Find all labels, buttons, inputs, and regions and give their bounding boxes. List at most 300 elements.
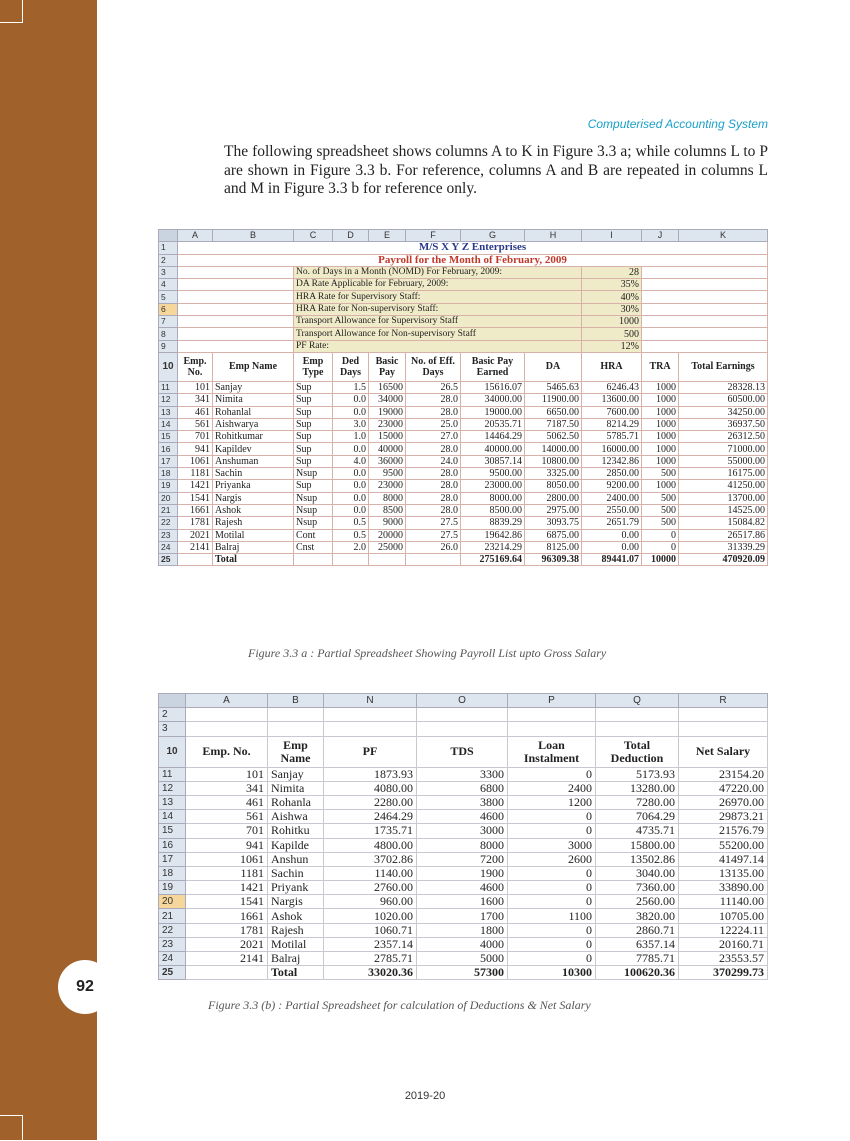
- row-number[interactable]: 1: [159, 242, 178, 254]
- table-cell[interactable]: 1800: [417, 923, 508, 937]
- column-heading[interactable]: Emp Type: [294, 352, 333, 381]
- table-cell[interactable]: Kapildev: [213, 443, 294, 455]
- table-cell[interactable]: 8839.29: [461, 517, 525, 529]
- column-letter[interactable]: I: [582, 230, 642, 242]
- table-cell[interactable]: 1000: [642, 431, 679, 443]
- table-cell[interactable]: 0.5: [333, 529, 369, 541]
- column-heading[interactable]: Emp Name: [268, 736, 324, 767]
- table-cell[interactable]: 9200.00: [582, 480, 642, 492]
- table-cell[interactable]: 2141: [178, 541, 213, 553]
- total-cell[interactable]: [333, 554, 369, 566]
- table-cell[interactable]: 12224.11: [679, 923, 768, 937]
- column-letter[interactable]: C: [294, 230, 333, 242]
- table-cell[interactable]: Aishwarya: [213, 418, 294, 430]
- column-letter[interactable]: P: [508, 694, 596, 708]
- total-cell[interactable]: 275169.64: [461, 554, 525, 566]
- blank-cell[interactable]: [178, 328, 294, 340]
- table-cell[interactable]: 9000: [369, 517, 406, 529]
- table-cell[interactable]: 0: [508, 923, 596, 937]
- table-cell[interactable]: Anshuman: [213, 455, 294, 467]
- select-all-corner[interactable]: [159, 230, 178, 242]
- table-cell[interactable]: 1000: [642, 381, 679, 393]
- table-cell[interactable]: 2975.00: [525, 504, 582, 516]
- row-number[interactable]: 5: [159, 291, 178, 303]
- row-number[interactable]: 4: [159, 279, 178, 291]
- table-cell[interactable]: 28.0: [406, 468, 461, 480]
- table-cell[interactable]: Sachin: [213, 468, 294, 480]
- table-cell[interactable]: 5000: [417, 952, 508, 966]
- table-cell[interactable]: 1000: [642, 406, 679, 418]
- table-cell[interactable]: Anshun: [268, 852, 324, 866]
- parameter-label[interactable]: HRA Rate for Non-supervisory Staff:: [294, 303, 582, 315]
- table-cell[interactable]: 26517.86: [679, 529, 768, 541]
- table-cell[interactable]: 16500: [369, 381, 406, 393]
- table-cell[interactable]: 2357.14: [324, 937, 417, 951]
- table-cell[interactable]: 7280.00: [596, 795, 679, 809]
- table-cell[interactable]: 7187.50: [525, 418, 582, 430]
- table-cell[interactable]: 28.0: [406, 480, 461, 492]
- table-cell[interactable]: Rohanla: [268, 795, 324, 809]
- table-cell[interactable]: 19000.00: [461, 406, 525, 418]
- table-cell[interactable]: 23000.00: [461, 480, 525, 492]
- table-cell[interactable]: Motilal: [268, 937, 324, 951]
- table-cell[interactable]: Rohitkumar: [213, 431, 294, 443]
- table-cell[interactable]: 0: [642, 529, 679, 541]
- table-cell[interactable]: 461: [178, 406, 213, 418]
- table-cell[interactable]: Nimita: [213, 394, 294, 406]
- table-cell[interactable]: 27.5: [406, 517, 461, 529]
- table-cell[interactable]: 8500.00: [461, 504, 525, 516]
- table-cell[interactable]: Cont: [294, 529, 333, 541]
- table-cell[interactable]: 500: [642, 468, 679, 480]
- blank-cell[interactable]: [642, 316, 768, 328]
- parameter-value[interactable]: 30%: [582, 303, 642, 315]
- table-cell[interactable]: Sup: [294, 394, 333, 406]
- table-cell[interactable]: 5062.50: [525, 431, 582, 443]
- table-cell[interactable]: 26.0: [406, 541, 461, 553]
- table-cell[interactable]: 1181: [178, 468, 213, 480]
- table-cell[interactable]: 7200: [417, 852, 508, 866]
- parameter-value[interactable]: 35%: [582, 279, 642, 291]
- table-cell[interactable]: 2800.00: [525, 492, 582, 504]
- table-cell[interactable]: 28.0: [406, 394, 461, 406]
- table-cell[interactable]: 1735.71: [324, 824, 417, 838]
- total-cell[interactable]: [178, 554, 213, 566]
- row-number[interactable]: 11: [159, 381, 178, 393]
- column-heading[interactable]: No. of Eff. Days: [406, 352, 461, 381]
- table-cell[interactable]: 8125.00: [525, 541, 582, 553]
- table-cell[interactable]: 0.00: [582, 541, 642, 553]
- table-cell[interactable]: 26312.50: [679, 431, 768, 443]
- table-cell[interactable]: 13700.00: [679, 492, 768, 504]
- row-number[interactable]: 18: [159, 468, 178, 480]
- column-heading[interactable]: Total Earnings: [679, 352, 768, 381]
- blank-cell[interactable]: [268, 722, 324, 736]
- table-cell[interactable]: Sup: [294, 418, 333, 430]
- table-cell[interactable]: 1181: [186, 866, 268, 880]
- table-cell[interactable]: 15084.82: [679, 517, 768, 529]
- parameter-value[interactable]: 1000: [582, 316, 642, 328]
- total-cell[interactable]: [369, 554, 406, 566]
- table-cell[interactable]: 2400: [508, 781, 596, 795]
- blank-cell[interactable]: [642, 291, 768, 303]
- row-number[interactable]: 22: [159, 923, 186, 937]
- table-cell[interactable]: 101: [178, 381, 213, 393]
- table-cell[interactable]: 1.5: [333, 381, 369, 393]
- table-cell[interactable]: 1541: [186, 895, 268, 909]
- parameter-value[interactable]: 28: [582, 266, 642, 278]
- table-cell[interactable]: 5785.71: [582, 431, 642, 443]
- blank-cell[interactable]: [642, 328, 768, 340]
- table-cell[interactable]: 30857.14: [461, 455, 525, 467]
- blank-cell[interactable]: [596, 708, 679, 722]
- table-cell[interactable]: 4.0: [333, 455, 369, 467]
- table-cell[interactable]: 701: [186, 824, 268, 838]
- row-number[interactable]: 15: [159, 431, 178, 443]
- table-cell[interactable]: 1781: [178, 517, 213, 529]
- table-cell[interactable]: 0: [508, 767, 596, 781]
- table-cell[interactable]: 701: [178, 431, 213, 443]
- table-cell[interactable]: 0: [642, 541, 679, 553]
- row-number[interactable]: 13: [159, 406, 178, 418]
- table-cell[interactable]: 34000.00: [461, 394, 525, 406]
- table-cell[interactable]: 26970.00: [679, 795, 768, 809]
- table-cell[interactable]: Balraj: [213, 541, 294, 553]
- table-cell[interactable]: 941: [186, 838, 268, 852]
- row-number[interactable]: 10: [159, 736, 186, 767]
- blank-cell[interactable]: [178, 279, 294, 291]
- column-heading[interactable]: Basic Pay: [369, 352, 406, 381]
- table-cell[interactable]: 10800.00: [525, 455, 582, 467]
- column-heading[interactable]: TDS: [417, 736, 508, 767]
- blank-cell[interactable]: [178, 316, 294, 328]
- table-cell[interactable]: 21576.79: [679, 824, 768, 838]
- table-cell[interactable]: 5173.93: [596, 767, 679, 781]
- total-cell[interactable]: 10300: [508, 966, 596, 980]
- table-cell[interactable]: 23000: [369, 480, 406, 492]
- table-cell[interactable]: Sup: [294, 443, 333, 455]
- blank-cell[interactable]: [679, 708, 768, 722]
- table-cell[interactable]: Motilal: [213, 529, 294, 541]
- table-cell[interactable]: Rohanlal: [213, 406, 294, 418]
- blank-cell[interactable]: [417, 708, 508, 722]
- table-cell[interactable]: 47220.00: [679, 781, 768, 795]
- table-cell[interactable]: 7064.29: [596, 810, 679, 824]
- column-letter[interactable]: K: [679, 230, 768, 242]
- table-cell[interactable]: 500: [642, 492, 679, 504]
- table-cell[interactable]: 15000: [369, 431, 406, 443]
- table-cell[interactable]: 500: [642, 504, 679, 516]
- column-letter[interactable]: A: [178, 230, 213, 242]
- table-cell[interactable]: 2141: [186, 952, 268, 966]
- row-number[interactable]: 6: [159, 303, 178, 315]
- table-cell[interactable]: Rajesh: [213, 517, 294, 529]
- column-letter[interactable]: E: [369, 230, 406, 242]
- row-number[interactable]: 20: [159, 895, 186, 909]
- table-cell[interactable]: 0.0: [333, 406, 369, 418]
- table-cell[interactable]: 0: [508, 937, 596, 951]
- total-cell[interactable]: [294, 554, 333, 566]
- blank-cell[interactable]: [596, 722, 679, 736]
- table-cell[interactable]: 3820.00: [596, 909, 679, 923]
- row-number[interactable]: 17: [159, 852, 186, 866]
- table-cell[interactable]: 1900: [417, 866, 508, 880]
- table-cell[interactable]: 1000: [642, 480, 679, 492]
- table-cell[interactable]: 23553.57: [679, 952, 768, 966]
- table-cell[interactable]: 28.0: [406, 492, 461, 504]
- table-cell[interactable]: 8000: [417, 838, 508, 852]
- table-cell[interactable]: 0.00: [582, 529, 642, 541]
- table-cell[interactable]: Sup: [294, 381, 333, 393]
- table-cell[interactable]: Sup: [294, 455, 333, 467]
- select-all-corner[interactable]: [159, 694, 186, 708]
- row-number[interactable]: 8: [159, 328, 178, 340]
- column-letter[interactable]: Q: [596, 694, 679, 708]
- column-heading[interactable]: Total Deduction: [596, 736, 679, 767]
- table-cell[interactable]: 2560.00: [596, 895, 679, 909]
- column-letter[interactable]: D: [333, 230, 369, 242]
- row-number[interactable]: 16: [159, 838, 186, 852]
- table-cell[interactable]: 0: [508, 895, 596, 909]
- table-cell[interactable]: 7360.00: [596, 881, 679, 895]
- table-cell[interactable]: Priyanka: [213, 480, 294, 492]
- column-heading[interactable]: PF: [324, 736, 417, 767]
- table-cell[interactable]: Sup: [294, 480, 333, 492]
- table-cell[interactable]: 1060.71: [324, 923, 417, 937]
- blank-cell[interactable]: [642, 340, 768, 352]
- row-number[interactable]: 21: [159, 909, 186, 923]
- table-cell[interactable]: 19642.86: [461, 529, 525, 541]
- table-cell[interactable]: 2850.00: [582, 468, 642, 480]
- table-cell[interactable]: 8000: [369, 492, 406, 504]
- column-letter[interactable]: N: [324, 694, 417, 708]
- table-cell[interactable]: 0: [508, 824, 596, 838]
- table-cell[interactable]: 3000: [508, 838, 596, 852]
- table-cell[interactable]: 9500.00: [461, 468, 525, 480]
- table-cell[interactable]: 1061: [178, 455, 213, 467]
- table-cell[interactable]: 13600.00: [582, 394, 642, 406]
- table-cell[interactable]: 8050.00: [525, 480, 582, 492]
- row-number[interactable]: 14: [159, 810, 186, 824]
- table-cell[interactable]: 2.0: [333, 541, 369, 553]
- table-cell[interactable]: Sanjay: [268, 767, 324, 781]
- table-cell[interactable]: Priyank: [268, 881, 324, 895]
- table-cell[interactable]: 3300: [417, 767, 508, 781]
- table-cell[interactable]: Nargis: [268, 895, 324, 909]
- row-number[interactable]: 7: [159, 316, 178, 328]
- table-cell[interactable]: 341: [186, 781, 268, 795]
- row-number[interactable]: 12: [159, 781, 186, 795]
- row-number[interactable]: 20: [159, 492, 178, 504]
- row-number[interactable]: 22: [159, 517, 178, 529]
- table-cell[interactable]: 4080.00: [324, 781, 417, 795]
- blank-cell[interactable]: [178, 291, 294, 303]
- table-cell[interactable]: 3702.86: [324, 852, 417, 866]
- column-heading[interactable]: DA: [525, 352, 582, 381]
- table-cell[interactable]: 1000: [642, 455, 679, 467]
- table-cell[interactable]: 1541: [178, 492, 213, 504]
- table-cell[interactable]: 1000: [642, 443, 679, 455]
- parameter-label[interactable]: HRA Rate for Supervisory Staff:: [294, 291, 582, 303]
- table-cell[interactable]: Sup: [294, 406, 333, 418]
- table-cell[interactable]: Nsup: [294, 504, 333, 516]
- blank-cell[interactable]: [324, 708, 417, 722]
- table-cell[interactable]: 13280.00: [596, 781, 679, 795]
- table-cell[interactable]: 2860.71: [596, 923, 679, 937]
- total-cell[interactable]: 89441.07: [582, 554, 642, 566]
- table-cell[interactable]: 1421: [178, 480, 213, 492]
- table-cell[interactable]: 1600: [417, 895, 508, 909]
- table-cell[interactable]: Nsup: [294, 468, 333, 480]
- table-cell[interactable]: 6650.00: [525, 406, 582, 418]
- table-cell[interactable]: 11140.00: [679, 895, 768, 909]
- blank-cell[interactable]: [178, 303, 294, 315]
- column-heading[interactable]: Net Salary: [679, 736, 768, 767]
- row-number[interactable]: 25: [159, 554, 178, 566]
- blank-cell[interactable]: [417, 722, 508, 736]
- table-cell[interactable]: 15800.00: [596, 838, 679, 852]
- table-cell[interactable]: 28.0: [406, 504, 461, 516]
- table-cell[interactable]: 1200: [508, 795, 596, 809]
- table-cell[interactable]: Kapilde: [268, 838, 324, 852]
- table-cell[interactable]: 3800: [417, 795, 508, 809]
- row-number[interactable]: 23: [159, 529, 178, 541]
- table-cell[interactable]: 36937.50: [679, 418, 768, 430]
- total-cell[interactable]: 96309.38: [525, 554, 582, 566]
- table-cell[interactable]: 0: [508, 810, 596, 824]
- column-heading[interactable]: Basic Pay Earned: [461, 352, 525, 381]
- table-cell[interactable]: 20000: [369, 529, 406, 541]
- total-cell[interactable]: [406, 554, 461, 566]
- table-cell[interactable]: Ashok: [213, 504, 294, 516]
- blank-cell[interactable]: [642, 266, 768, 278]
- column-heading[interactable]: Emp Name: [213, 352, 294, 381]
- table-cell[interactable]: 6357.14: [596, 937, 679, 951]
- table-cell[interactable]: 6246.43: [582, 381, 642, 393]
- table-cell[interactable]: 1873.93: [324, 767, 417, 781]
- table-cell[interactable]: 4600: [417, 881, 508, 895]
- total-cell[interactable]: Total: [268, 966, 324, 980]
- table-cell[interactable]: 23154.20: [679, 767, 768, 781]
- row-number[interactable]: 3: [159, 266, 178, 278]
- table-cell[interactable]: 29873.21: [679, 810, 768, 824]
- table-cell[interactable]: 41497.14: [679, 852, 768, 866]
- table-cell[interactable]: 16000.00: [582, 443, 642, 455]
- table-cell[interactable]: 40000: [369, 443, 406, 455]
- column-letter[interactable]: A: [186, 694, 268, 708]
- table-cell[interactable]: 15616.07: [461, 381, 525, 393]
- table-cell[interactable]: 341: [178, 394, 213, 406]
- table-cell[interactable]: 0: [508, 952, 596, 966]
- row-number[interactable]: 21: [159, 504, 178, 516]
- table-cell[interactable]: 6875.00: [525, 529, 582, 541]
- total-cell[interactable]: [186, 966, 268, 980]
- table-cell[interactable]: 34250.00: [679, 406, 768, 418]
- parameter-value[interactable]: 500: [582, 328, 642, 340]
- parameter-label[interactable]: Transport Allowance for Non-supervisory Staff: [294, 328, 582, 340]
- table-cell[interactable]: 1421: [186, 881, 268, 895]
- table-cell[interactable]: Nsup: [294, 492, 333, 504]
- column-heading[interactable]: Emp. No.: [186, 736, 268, 767]
- table-cell[interactable]: 14000.00: [525, 443, 582, 455]
- table-cell[interactable]: 3040.00: [596, 866, 679, 880]
- table-cell[interactable]: 2600: [508, 852, 596, 866]
- table-cell[interactable]: 28.0: [406, 443, 461, 455]
- table-cell[interactable]: 4000: [417, 937, 508, 951]
- table-cell[interactable]: 2021: [178, 529, 213, 541]
- table-cell[interactable]: 1661: [178, 504, 213, 516]
- table-cell[interactable]: 0.0: [333, 394, 369, 406]
- blank-cell[interactable]: [642, 303, 768, 315]
- table-cell[interactable]: 500: [642, 517, 679, 529]
- table-cell[interactable]: 1140.00: [324, 866, 417, 880]
- table-cell[interactable]: Aishwa: [268, 810, 324, 824]
- table-cell[interactable]: 3000: [417, 824, 508, 838]
- table-cell[interactable]: 12342.86: [582, 455, 642, 467]
- table-cell[interactable]: 561: [178, 418, 213, 430]
- column-heading[interactable]: Ded Days: [333, 352, 369, 381]
- column-letter[interactable]: F: [406, 230, 461, 242]
- column-letter[interactable]: O: [417, 694, 508, 708]
- column-letter[interactable]: J: [642, 230, 679, 242]
- table-cell[interactable]: 13502.86: [596, 852, 679, 866]
- table-cell[interactable]: 3.0: [333, 418, 369, 430]
- table-cell[interactable]: 71000.00: [679, 443, 768, 455]
- table-cell[interactable]: 2550.00: [582, 504, 642, 516]
- row-number[interactable]: 11: [159, 767, 186, 781]
- table-cell[interactable]: 24.0: [406, 455, 461, 467]
- table-cell[interactable]: 2464.29: [324, 810, 417, 824]
- table-cell[interactable]: 23214.29: [461, 541, 525, 553]
- table-cell[interactable]: 1100: [508, 909, 596, 923]
- table-cell[interactable]: 960.00: [324, 895, 417, 909]
- table-cell[interactable]: 2651.79: [582, 517, 642, 529]
- parameter-label[interactable]: DA Rate Applicable for February, 2009:: [294, 279, 582, 291]
- table-cell[interactable]: 1020.00: [324, 909, 417, 923]
- table-cell[interactable]: 0.0: [333, 492, 369, 504]
- table-cell[interactable]: 4600: [417, 810, 508, 824]
- table-cell[interactable]: Sup: [294, 431, 333, 443]
- table-cell[interactable]: 0: [508, 881, 596, 895]
- blank-cell[interactable]: [268, 708, 324, 722]
- row-number[interactable]: 3: [159, 722, 186, 736]
- total-cell[interactable]: 100620.36: [596, 966, 679, 980]
- table-cell[interactable]: 2400.00: [582, 492, 642, 504]
- total-cell[interactable]: 57300: [417, 966, 508, 980]
- table-cell[interactable]: 1000: [642, 418, 679, 430]
- table-cell[interactable]: 0.5: [333, 517, 369, 529]
- table-cell[interactable]: 1661: [186, 909, 268, 923]
- table-cell[interactable]: 31339.29: [679, 541, 768, 553]
- parameter-label[interactable]: PF Rate:: [294, 340, 582, 352]
- table-cell[interactable]: 4735.71: [596, 824, 679, 838]
- column-heading[interactable]: TRA: [642, 352, 679, 381]
- table-cell[interactable]: 0.0: [333, 480, 369, 492]
- parameter-value[interactable]: 12%: [582, 340, 642, 352]
- blank-cell[interactable]: [186, 722, 268, 736]
- blank-cell[interactable]: [642, 279, 768, 291]
- table-cell[interactable]: 8000.00: [461, 492, 525, 504]
- column-letter[interactable]: B: [213, 230, 294, 242]
- blank-cell[interactable]: [178, 266, 294, 278]
- blank-cell[interactable]: [186, 708, 268, 722]
- column-letter[interactable]: H: [525, 230, 582, 242]
- table-cell[interactable]: 13135.00: [679, 866, 768, 880]
- table-cell[interactable]: 28328.13: [679, 381, 768, 393]
- table-cell[interactable]: Rohitku: [268, 824, 324, 838]
- table-cell[interactable]: 0: [508, 866, 596, 880]
- row-number[interactable]: 17: [159, 455, 178, 467]
